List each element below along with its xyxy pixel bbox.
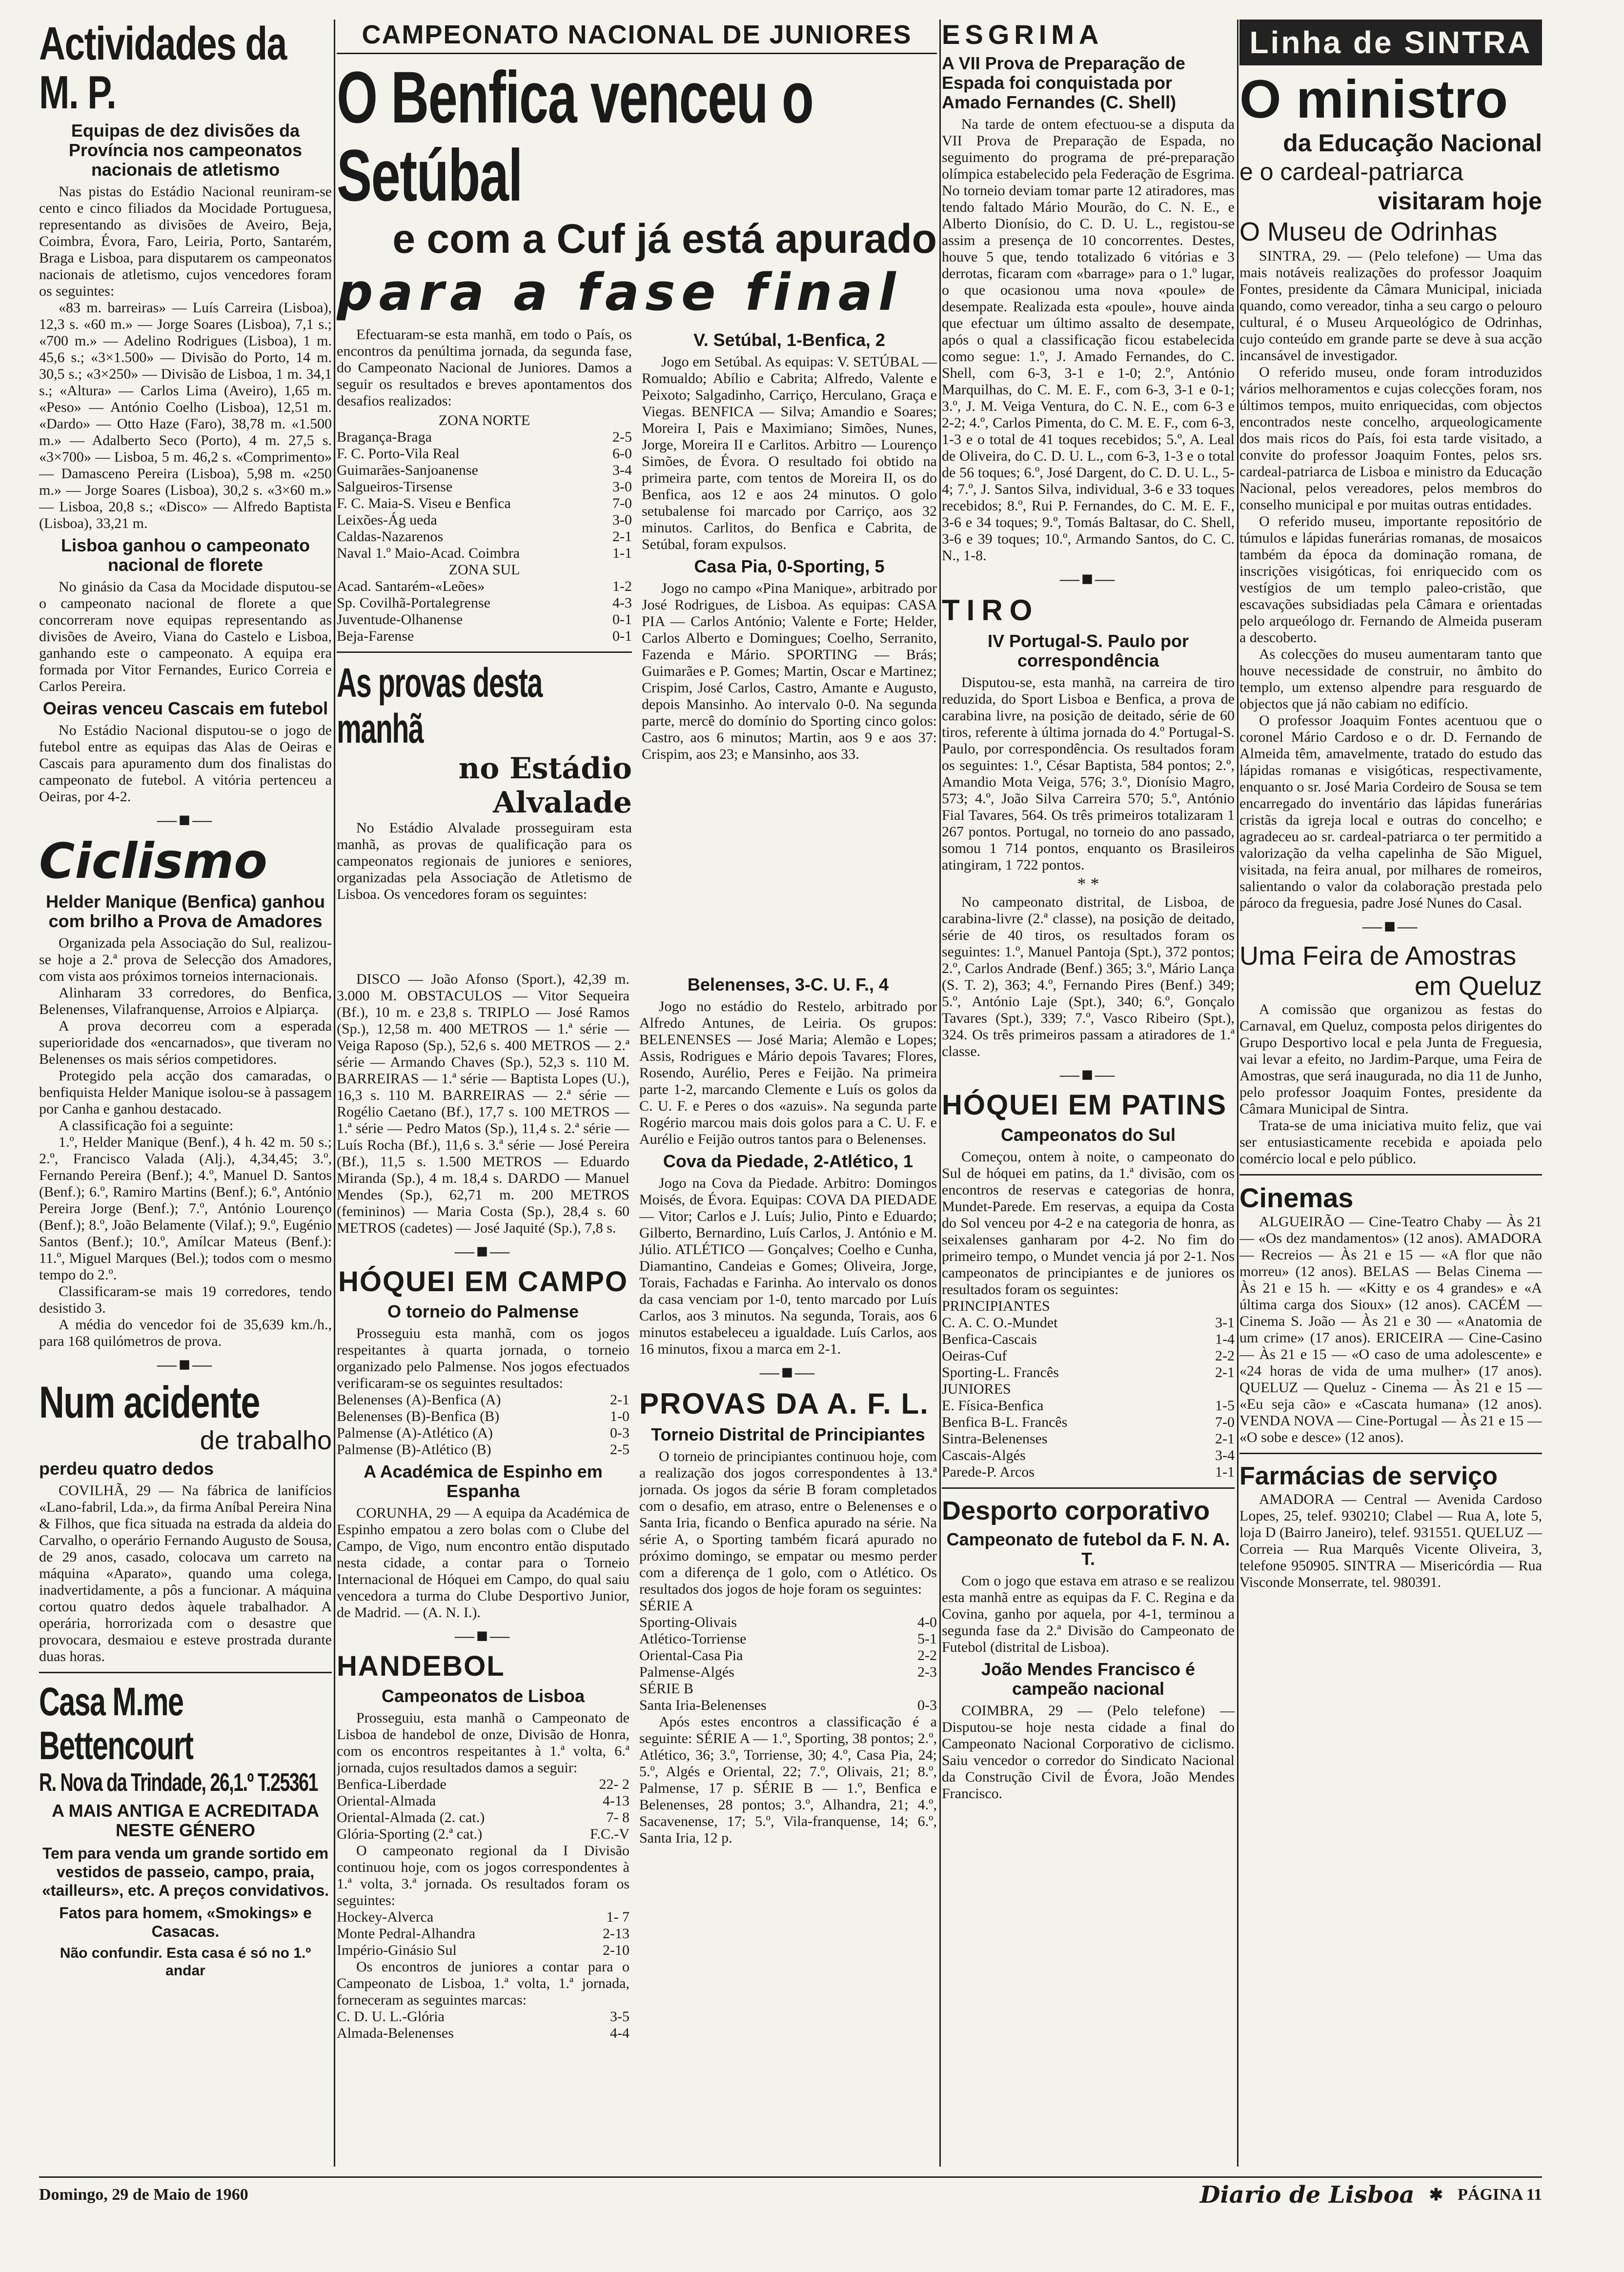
mp-results: «83 m. barreiras» — Luís Carreira (Lisboa), 12,3 s. «60 m.» — Jorge Soares (Lisboa), 7,1 s.; «700 m.» — Adelino Rodrigues (Lisboa), 1 m. 45,6 s.; «3×1.500» — Divisão do Porto, 14 m. 30,5 s.; «3×250» — Divisão de Lisboa, 1 m. 34,1 s.; «Altura» — Carlos Lima (Aveiro), 1,65 m. «Peso» — António Coelho (Lisboa), 12,51 m. «Dardo» — Otto Haze (Faro), 38,78 m. «1.500 m.» — Adalberto Seco (Porto), 4 m. 27,5 s. «3×700» — Lisboa, 5 m. 46,2 s. «Comprimento» — Damasceno Pereira (Lisboa), 5,98 m. «250 m.» — Jorge Soares (Lisboa), 30,2 s. «3×60 m.» — Lisboa, 20,8 s.; «Disco» — Alfredo Baptista (Lisboa), 33,21 m. [39,300,332,531]
acidente-title: Num acidente [39,1378,260,1427]
ministro-body-3: O referido museu, importante repositório de túmulos e lápidas funerárias romanas, de mosaicos também da época da dominação romana, de inscrições visigóticas, foi enriquecido com os vestígios de um templo paleo-cristão, que escavações subsidiadas pela Câmara e orientadas pelo arqueólogo dr. Fernando de Almeida puseram a descoberto. [1239,513,1542,646]
section-title: CAMPEONATO NACIONAL DE JUNIORES [337,20,937,54]
ministro-body-1: SINTRA, 29. — (Pelo telefone) — Uma das mais notáveis realizações do professor Joaquim Fontes, presidente da Câmara Municipal, iniciada quando, como vereador, tinha a seu cargo o pelouro cultural, é o Museu Arqueológico de Odrinhas, cujo conteúdo em grande parte se deve à sua acção incansável de investigador. [1239,248,1542,364]
result-row: Parede-P. Arcos 1-1 [942,1464,1235,1480]
afl-kicker: Torneio Distrital de Principiantes [651,1424,925,1444]
separator: —■— [157,809,214,831]
result-row: Sintra-Belenenses 2-1 [942,1431,1235,1447]
main-headline: O Benfica venceu o Setúbal [337,56,813,216]
page-footer [39,2176,1542,2212]
juniores-results [942,1398,1235,1481]
result-row: Oriental-Almada 4-13 [337,1793,629,1809]
hoquei-kicker: O torneio do Palmense [387,1301,579,1321]
serie-a-label: SÉRIE A [639,1598,693,1614]
result-row: Naval 1.º Maio-Acad. Coimbra 1-1 [337,545,632,561]
main-headline-3: para a fase final [337,263,902,322]
handebol-body-3: Os encontros de juniores a contar para o Campeonato de Lisboa, 1.ª volta, 1.ª jornada, forneceram as seguintes marcas: [337,1959,629,2008]
column-2b [639,971,937,2162]
tiro-body-2: No campeonato distrital, de Lisboa, de carabina-livre (2.ª classe), na posição de deitado, série de 40 tiros, os resultados foram os seguintes: 1.º, Manuel Pantoja (Spt.), 372 pontos; 2.º, Carlos Andrade (Benf.) 365; 3.º, Mário Lança (S. T. 2), 363; 4.º, Fernando Pires (Benf.) 349; 5.º, António Laje (Spt.), 340; 6.º, Gonçalo Tavares (Spt.), 339; 7.º, Vasco Ribeiro (Spt.), 324. Os três primeiros passam a atiradores de 1.ª classe. [942,894,1235,1059]
footer-masthead: Diario de Lisboa [1199,2181,1415,2209]
result-row: C. D. U. L.-Glória 3-5 [337,2008,629,2025]
result-row: Oriental-Casa Pia 2-2 [639,1647,937,1663]
result-row: C. A. C. O.-Mundet 3-1 [942,1315,1235,1331]
ad-line-4: Não confundir. Esta casa é só no 1.º andar [60,1945,311,1979]
setubal-kicker: V. Setúbal, 1-Benfica, 2 [693,330,885,350]
ciclismo-p2: Alinharam 33 corredores, do Benfica, Belenenses, Vilafranquense, Arroios e Alpiarça. [39,985,332,1017]
result-row: Glória-Sporting (2.ª cat.) F.C.-V [337,1826,629,1842]
ministro-body-4: As colecções do museu aumentaram tanto que houve necessidade de construir, no âmbito do templo, um extenso alpendre para resguardo de objectos que já não cabiam no edifício. [1239,646,1542,712]
result-row: Benfica-Cascais 1-4 [942,1331,1235,1347]
result-row: Acad. Santarém-«Leões» 1-2 [337,578,632,594]
patins-kicker: Campeonatos do Sul [1000,1125,1176,1145]
florete-body: No ginásio da Casa da Mocidade disputou-se o campeonato nacional de florete a que concorreram nove equipas representando as divisões de Aveiro, Viana do Castelo e Lisboa, ganhando este o campeonato. A equipa era formada por Vitor Fernandes, Eurico Correia e Carlos Pereira. [39,579,332,694]
zona-norte-label: ZONA NORTE [438,412,530,428]
handebol-results [337,1776,629,1843]
principiantes-label: PRINCIPIANTES [942,1298,1050,1314]
result-row: Oeiras-Cuf 2-2 [942,1348,1235,1364]
result-row: Atlético-Torriense 5-1 [639,1631,937,1647]
separator: —■— [157,1353,214,1375]
result-row: Sp. Covilhã-Portalegrense 4-3 [337,595,632,611]
oeiras-kicker: Oeiras venceu Cascais em futebol [42,698,328,718]
casapia-kicker: Casa Pia, 0-Sporting, 5 [694,556,885,576]
column-1 [39,20,332,2176]
footer-page-number: PÁGINA 11 [1458,2186,1542,2204]
sintra-banner: Linha de SINTRA [1239,20,1542,65]
provas-results: DISCO — João Afonso (Sport.), 42,39 m. 3.000 M. OBSTACULOS — Vitor Sequeira (Bf.), 10 m. e 23,8 s. TRIPLO — José Ramos (Sp.), 12,58 m. 400 METROS — 1.ª série — Veiga Raposo (Sp.), 52,6 s. 400 METROS — 2.ª série — Armando Chaves (Sp.), 52,3 s. 110 M. BARREIRAS — 1.ª série — Baptista Lopes (U.), 16,3 s. 110 M. BARREIRAS — 2.ª série — Rogélio Caetano (Bf.), 17,7 s. 100 METROS — 1.ª série — Pedro Matos (Sp.), 11,4 s. 2.ª série — Luís Rocha (Bf.), 11,6 s. 3.ª série — José Pereira (Bf.), 11,5 s. 1.500 METROS — Eduardo Miranda (Sp.), 4 m. 18,4 s. DARDO — Manuel Mendes (Sp.), 62,71 m. 200 METROS (femininos) — Maria Costa (Sp.), 28,4 s. 60 METROS (cadetes) — José Jaquité (Sp.), 7,8 s. [337,971,629,1236]
separator: —■— [1362,915,1420,937]
ministro-sub-1: da Educação Nacional [1283,129,1542,157]
result-row: Sporting-Olivais 4-0 [639,1614,937,1630]
handebol-title: HANDEBOL [337,1650,505,1682]
cova-kicker: Cova da Piedade, 2-Atlético, 1 [663,1151,914,1171]
serie-a-results [639,1614,937,1681]
ciclismo-p3: A prova decorreu com a esperada superioridade dos «encarnados», que tiveram no Belenenses os mais sérios competidores. [39,1018,332,1067]
star-icon: ✱ [1429,2186,1443,2204]
column-3 [942,20,1235,2176]
result-row: Caldas-Nazarenos 2-1 [337,528,632,545]
hoquei-title: HÓQUEI EM CAMPO [338,1266,628,1298]
ciclismo-kicker: Helder Manique (Benfica) ganhou com brilho a Prova de Amadores [45,892,325,931]
acidente-sub: de trabalho [200,1426,332,1455]
result-row: F. C. Maia-S. Viseu e Benfica 7-0 [337,495,632,511]
ciclismo-p4: Protegido pela acção dos camaradas, o benfiquista Helder Manique isolou-se à passagem por Canha e ganhou destacado. [39,1068,332,1117]
esgrima-body: Na tarde de ontem efectuou-se a disputa da VII Prova de Preparação de Espada, no seguimento do programa de pré-preparação olímpica estabelecido pela Federação de Esgrima. No torneio deviam tomar parte 12 atiradores, mas tendo faltado Mário Mourão, do C. N. E., e Alberto Dionísio, do C. D. U. L., registou-se assim a presença de 10 concorrentes. Destes, houve 5 que, tendo totalizado 6 vitórias e 3 derrotas, ficaram com «barrage» para o 1.º lugar, o que ocasionou uma nova «poule» de desempate. Realizada esta «poule», houve ainda que efectuar um último assalto de desempate, após o qual a classificação ficou estabelecida como segue: 1.º, J. Amado Fernandes, do C. Shell, com 6-3, 3-1 e 1-0; 2.º, António Marquilhas, do C. M. E. F., com 6-3, 3-1 e 0-1; 3.º, J. M. Veiga Ventura, do C. N. E., com 6-3 e 2-2; 4.º, Carlos Pimenta, do C. M. E. F., com 6-3, 1-3 e o total de 41 toques recebidos; 5.º, A. Leal de Oliveira, do C. D. U. L., com 6-3, 1-3 e o total de 56 toques; 6.º, José Dargent, do C. D. U. L., 5-4; 7.º, J. Santos Silva, individual, 3-6 e 33 toques recebidos; 8.º, Rui P. Fernandes, do C. M. E. F., 3-6 e 34 toques; 9.º, Tomás Baltasar, do C. Shell, 3-6 e 39 toques; 10.º, Armando Santos, do C. C. N., 1-8. [942,116,1235,564]
belenenses-body: Jogo no estádio do Restelo, arbitrado por Alfredo Antunes, de Leiria. Os grupos: BELENENSES — José Maria; Alemão e Lopes; Assis, Rodrigues e Mário depois Tavares; Flores, Rosendo, Aurélio, Peres e Feijão. Na primeira parte 1-2, marcando Clemente e Luís os golos da C. U. F. e Peres o dos «azuis». Na segunda parte Rogério marcou mais dois golos para a C. U. F. e Aurélio e Feijão outros tantos para o Belenenses. [639,998,937,1147]
acidente-kicker: perdeu quatro dedos [39,1459,214,1479]
handebol-kicker: Campeonatos de Lisboa [381,1686,585,1706]
result-row: Palmense-Algés 2-3 [639,1664,937,1680]
result-row: Hockey-Alverca 1- 7 [337,1909,629,1925]
provas-body: No Estádio Alvalade prosseguiram esta manhã, as provas de qualificação para os campeonatos regionais de juniores e seniores, organizadas pela Associação de Atletismo de Lisboa. Os vencedores foram os seguintes: [337,820,632,902]
feira-body-2: Trata-se de uma iniciativa muito feliz, que vai ser entusiasticamente recebida e apoiada pelo comércio local e pelo público. [1239,1117,1542,1167]
result-row: Guimarães-Sanjoanense 3-4 [337,462,632,478]
hoquei-body: Prosseguiu esta manhã, com os jogos respeitantes à quarta jornada, o torneio organizado pelo Palmense. Nos jogos efectuados verificaram-se os seguintes resultados: [337,1325,629,1391]
ad-line-1: A MAIS ANTIGA E ACREDITADA NESTE GÉNERO [52,1801,319,1840]
ciclismo-title: Ciclismo [39,832,267,890]
result-row: F. C. Porto-Vila Real 6-0 [337,446,632,462]
ministro-sub-4: O Museu de Odrinhas [1239,217,1498,246]
cinemas-title: Cinemas [1239,1182,1354,1213]
handebol-body: Prosseguiu, esta manhã o Campeonato de Lisboa de handebol de onze, Divisão de Honra, com os encontros respeitantes à 1.ª volta, 6.ª jornada, cujos resultados damos a seguir: [337,1710,629,1776]
handebol-results-2 [337,1909,629,1959]
result-row: Benfica B-L. Francês 7-0 [942,1414,1235,1430]
provas-sub: no Estádio Alvalade [458,751,632,820]
mp-kicker: Equipas de dez divisões da Província nos campeonatos nacionais de atletismo [68,121,303,180]
ciclismo-p7: Classificaram-se mais 19 corredores, tendo desistido 3. [39,1283,332,1316]
acidente-body: COVILHÃ, 29 — Na fábrica de lanifícios «Lano-fabril, Lda.», da firma Aníbal Pereira Nina & Filhos, que fica situada na estrada da aldeia do Carvalho, o operário Fernando Augusto de Sousa, de 29 anos, casado, colocava um carreto na máquina «Aparato», quando uma colega, inadvertidamente, a pôs a funcionar. A máquina cortou quatro dedos àquele trabalhador. A operária, horrorizada com o desastre que provocara, desmaiou e esteve prostrada durante duas horas. [39,1482,332,1664]
result-row: Santa Iria-Belenenses 0-3 [639,1697,937,1713]
juniores-section [337,20,937,971]
result-row: Leixões-Ág ueda 3-0 [337,512,632,528]
belenenses-kicker: Belenenses, 3-C. U. F., 4 [687,974,889,994]
result-row: Almada-Belenenses 4-4 [337,2025,629,2041]
ministro-sub-3: visitaram hoje [1378,187,1542,215]
cova-body: Jogo na Cova da Piedade. Arbitro: Domingos Moisés, de Évora. Equipas: COVA DA PIEDADE — Vitor; Carlos e J. Luís; Julio, Pinto e Eduardo; Gilberto, Bernardino, Luís Carlos, J. António e M. Júlio. ATLÉTICO — Gonçalves; Coelho e Cunha, Diamantino, Candeias e Gomes; Oliveira, Jorge, Torais, Fachadas e Farinha. Ao intervalo os donos da casa venciam por 1-0, tento marcado por Luís Carlos, aos 3 minutos. Na segunda, Torais, aos 6 minutos estabeleceu a igualdade. Luís Carlos, aos 16 minutos, fixou a marca em 2-1. [639,1175,937,1357]
ministro-body-5: O professor Joaquim Fontes acentuou que o coronel Mário Cardoso e o dr. D. Fernando de Almeida têm, amavelmente, tratado do estudo das lápidas romanas e visigóticas, respectivamente, enquanto o sr. José Maria Cordeiro de Sousa se tem encarregado do inventário das lápidas funerárias cristãs da igreja local e outras do concelho; e agradeceu ao sr. cardeal-patriarca o ter permitido a valorização da velha capelinha de São Miguel, visitada, na feira anual, por milhares de romeiros, salientando o valor da colaboração prestada pelo pároco da freguesia, padre José Nunes do Casal. [1239,712,1542,911]
ciclismo-p6: 1.º, Helder Manique (Benf.), 4 h. 42 m. 50 s.; 2.º, Francisco Valada (Alj.), 4,34,45; 3.º, Fernando Pereira (Benf.); 4.º, Manuel D. Santos (Benf.); 6.º, Ramiro Martins (Benf.); 6.º, António Pereira Jorge (Benf.); 7.º, António Lourenço (Benf.); 8.º, João Belamente (Vilaf.); 9.º, Eugénio Santos (Benf.); 10.º, Amílcar Mateus (Benf.): 11.º, Miguel Marques (Bel.); todos com o mesmo tempo do 2.º. [39,1134,332,1283]
result-row: Salgueiros-Tirsense 3-0 [337,479,632,495]
principiantes-results [942,1315,1235,1381]
norte-results [337,429,632,562]
serie-b-results [639,1697,937,1714]
column-2a [337,971,629,2162]
corporativo-title: Desporto corporativo [942,1496,1210,1525]
setubal-body: Jogo em Setúbal. As equipas: V. SETÚBAL — Romualdo; Abílio e Cabrita; Alfredo, Valente e Peixoto; Salgadinho, Carriço, Herculano, Graça e Viegas. BENFICA — Silva; Amandio e Soares; Moreira I, Pais e Maximiano; Simões, Nunes, Jorge, Moreira II e Carlitos. Arbitro — Lourenço Simões, de Évora. O resultado foi obtido na primeira parte, com tentos de Moreira II, os do Benfica, aos 12 e aos 24 minutos. O golo setubalense foi marcado por Carriço, aos 32 minutos. Carlitos, do Benfica e Cabrita, de Setúbal, foram expulsos. [642,354,937,552]
casapia-body: Jogo no campo «Pina Manique», arbitrado por José Rodrigues, de Lisboa. As equipas: CASA PIA — Carlos António; Valente e Forte; Helder, Carlos Alberto e Domingues; Coelho, Serranito, Fazenda e Mário. SPORTING — Brás; Guimarães e P. Gomes; Martin, Oscar e Martinez; Crispim, José Carlos, Castro, Amante e Augusto, depois Mansinho. Ao intervalo 0-0. Na segunda parte, mercê do domínio do Sporting cinco golos: Castro, aos 6 minutos; Martin, aos 9 e aos 37: Crispim, aos 23; e Mansinho, aos 33. [642,580,937,762]
result-row: Benfica-Liberdade 22- 2 [337,1776,629,1792]
tiro-title: TIRO [942,594,1039,627]
corporativo-body: Com o jogo que estava em atraso e se realizou esta manhã entre as equipas da F. C. Regina e da Covina, ganho por aquela, por 4-1, terminou a segunda fase da 2.ª Divisão do Campeonato de Futebol (distrital de Lisboa). [942,1573,1235,1655]
tiro-body: Disputou-se, esta manhã, na carreira de tiro reduzida, do Sport Lisboa e Benfica, a prova de carabina livre, na posição de deitado, série de 60 tiros, referente à última jornada do 4.º Portugal-S. Paulo, por correspondência. Os resultados foram os seguintes: 1.º, César Baptista, 584 pontos; 2.º, Amandio Mota Veiga, 576; 3.º, Dionísio Magro, 573; 4.º, João Silva Carreira 570; 5.º, António Fial Tavares, 564. Os três primeiros totalizaram 1 267 pontos. Portugal, no torneio do ano passado, somou 1 714 pontos, enquanto os Brasileiros atingiram, 1 722 pontos. [942,674,1235,873]
farmacias-title: Farmácias de serviço [1239,1462,1498,1490]
ad-address: R. Nova da Trindade, 26,1.º T.25361 [39,1768,318,1797]
divider [337,651,632,653]
zona-sul-label: ZONA SUL [448,562,520,578]
divider [1239,1453,1542,1454]
corporativo-kicker: Campeonato de futebol da F. N. A. T. [946,1529,1230,1569]
afl-title: PROVAS DA A. F. L. [639,1387,929,1420]
result-row: Monte Pedral-Alhandra 2-13 [337,1926,629,1942]
afl-body-2: Após estes encontros a classificação é a seguinte: SÉRIE A — 1.º, Sporting, 38 pontos; 2.º, Atlético, 36; 3.º, Torriense, 30; 4.º, Casa Pia, 24; 5.º, Algés e Oriental, 22; 7.º, Olivais, 21; 8.º, Palmense, 17 p. SÉRIE B — 1.º, Benfica e Belenenses, 28 pontos; 3.º, Alhandra, 21; 4.º, Sacavenense, 17; 5.º, Vila-franquense, 14; 6.º, Santa Iria, 12 p. [639,1714,937,1846]
espinho-kicker: A Académica de Espinho em Espanha [364,1461,603,1501]
juniores-right [642,326,937,903]
separator: —■— [1059,568,1117,589]
tiro-stars: * * [1077,874,1099,893]
result-row: Oriental-Almada (2. cat.) 7- 8 [337,1809,629,1826]
column-rule [1237,20,1238,2167]
espinho-body: CORUNHA, 29 — A equipa da Académica de Espinho empatou a zero bolas com o Clube del Campo, de Vigo, num encontro então disputado nesta cidade, a contar para o Torneio Internacional de Hóquei em Campo, do qual saiu vencedora a turma do Clube Desportivo Junior, de Madrid. — (A. N. I.). [337,1505,629,1621]
result-row: Palmense (A)-Atlético (A) 0-3 [337,1425,629,1441]
mp-body: Nas pistas do Estádio Nacional reuniram-se cento e cinco filiados da Mocidade Portuguesa, representando as divisões de Aveiro, Beja, Coimbra, Évora, Faro, Leiria, Porto, Santarém, Braga e Lisboa, para disputarem os campeonatos nacionais de atletismo, cujos vencedores foram os seguintes: [39,183,332,299]
separator: —■— [454,1624,512,1646]
ciclismo-p1: Organizada pela Associação do Sul, realizou-se hoje a 2.ª prova de Selecção dos Amadores, com vista aos próximos torneios internacionais. [39,935,332,984]
column-4 [1239,20,1542,2176]
feira-title-1: Uma Feira de Amostras [1239,941,1517,971]
result-row: E. Física-Benfica 1-5 [942,1398,1235,1414]
afl-body: O torneio de principiantes continuou hoje, com a realização dos jogos correspondentes à 13.ª jornada. Os jogos da série B foram completados com o desafio, em atraso, entre o Belenenses e o Santa Iria, ficando o Benfica apurado na série. Na série A, o Sporting também ficará apurado no próximo domingo, se empatar ou mesmo perder com a diferença de 1 golo, com o Atlético. Os resultados dos jogos de hoje foram os seguintes: [639,1448,937,1597]
result-row: Belenenses (A)-Benfica (A) 2-1 [337,1392,629,1408]
handebol-body-2: O campeonato regional da I Divisão continuou hoje, com os jogos correspondentes à 1.ª volta, 3.ª jornada. Os resultados foram os seguintes: [337,1843,629,1908]
oeiras-body: No Estádio Nacional disputou-se o jogo de futebol entre as equipas das Alas de Oeiras e Cascais para apuramento dum dos finalistas do campeonato de futebol. A vitória pertenceu a Oeiras, por 4-2. [39,722,332,805]
separator: —■— [454,1240,512,1262]
divider [39,1672,332,1673]
result-row: Bragança-Braga 2-5 [337,429,632,445]
feira-body-1: A comissão que organizou as festas do Carnaval, em Queluz, composta pelos dirigentes do Grupo Desportivo local e pela Junta de Freguesia, vai levar a efeito, no Jardim-Parque, uma Feira de Amostras, que será inaugurada, no dia 11 de Junho, pelo professor Joaquim Fontes, presidente da Câmara Municipal de Sintra. [1239,1001,1542,1117]
tiro-kicker: IV Portugal-S. Paulo por correspondência [987,631,1189,670]
column-rule [939,20,941,2167]
farmacias-body: AMADORA — Central — Avenida Cardoso Lopes, 25, telef. 930210; Clabel — Rua A, lote 5, loja D (Bairro Janeiro), telef. 931551. QUELUZ — Correia — Rua Marquês Vicente Oliveira, 3, telefone 950905. SINTRA — Misericórdia — Rua Visconde Monserrate, tel. 980391. [1239,1491,1542,1590]
result-row: Cascais-Algés 3-4 [942,1447,1235,1463]
mp-headline: Actividades da M. P. [39,20,286,119]
footer-date: Domingo, 29 de Maio de 1960 [39,2186,248,2204]
ministro-title: O ministro [1239,69,1508,129]
ad-title: Casa M.me Bettencourt [39,1680,193,1768]
esgrima-kicker: A VII Prova de Preparação de Espada foi conquistada por Amado Fernandes (C. Shell) [942,53,1185,112]
separator: —■— [1059,1063,1117,1085]
ministro-body-2: O referido museu, onde foram introduzidos vários melhoramentos e cujas colecções foram, nos últimos tempos, muito enriquecidas, com objectos encontrados neste concelho, arqueologicamente dos mais ricos do País, foi esta tarde visitado, a convite do professor Joaquim Fontes, pelos srs. cardeal-patriarca de Lisboa e ministro da Educação Nacional, pelos vereadores, pelos membros do conselho municipal e por muitas outras entidades. [1239,364,1542,513]
column-rule [334,20,335,2167]
florete-kicker: Lisboa ganhou o campeonato nacional de florete [61,535,310,575]
patins-title: HÓQUEI EM PATINS [942,1089,1227,1121]
separator: —■— [759,1361,817,1383]
divider [942,1487,1235,1489]
handebol-results-3 [337,2008,629,2042]
divider [1239,1174,1542,1176]
ad-line-2: Tem para venda um grande sortido em vestidos de passeio, campo, praia, «tailleurs», etc. A preços convidativos. [41,1845,329,1899]
ciclismo-p8: A média do vencedor foi de 35,639 km./h., para 168 quilómetros de prova. [39,1317,332,1349]
juniores-label: JUNIORES [942,1381,1011,1397]
esgrima-title: ESGRIMA [942,20,1104,50]
patins-body: Começou, ontem à noite, o campeonato do Sul de hóquei em patins, da 1.ª divisão, com os encontros de reservas e categorias de honra, Mundet-Parede. Em reservas, a equipa da Costa do Sol venceu por 4-2 e na categoria de honra, as seixalenses ganharam por 4-2. No fim do primeiro tempo, o Mundet vencia já por 2-1. Nos campeonatos de principiantes e de juniores os resultados foram os seguintes: [942,1149,1235,1298]
juniores-intro: Efectuaram-se esta manhã, em todo o País, os encontros da penúltima jornada, da segunda fase, do Campeonato Nacional de Juniores. Damos a seguir os resultados e breves apontamentos dos desafios realizados: [337,326,632,409]
result-row: Sporting-L. Francês 2-1 [942,1364,1235,1380]
result-row: Palmense (B)-Atlético (B) 2-5 [337,1441,629,1458]
result-row: Juventude-Olhanense 0-1 [337,611,632,628]
main-headline-2: e com a Cuf já está apurado [392,216,937,262]
hoquei-results [337,1392,629,1458]
mendes-kicker: João Mendes Francisco é campeão nacional [981,1659,1196,1699]
ad-line-3: Fatos para homem, «Smokings» e Casacas. [59,1904,312,1940]
result-row: Império-Ginásio Sul 2-10 [337,1942,629,1958]
juniores-left [337,326,632,903]
result-row: Beja-Farense 0-1 [337,628,632,644]
feira-title-2: em Queluz [1414,972,1542,1001]
mendes-body: COIMBRA, 29 — (Pelo telefone) — Disputou-se hoje nesta cidade a final do Campeonato Nacional Corporativo de ciclismo. Saiu vencedor o corredor do Sindicato Nacional da Construção Civil de Évora, João Mendes Francisco. [942,1703,1235,1802]
result-row: Belenenses (B)-Benfica (B) 1-0 [337,1408,629,1424]
sul-results [337,578,632,645]
ministro-sub-2: e o cardeal-patriarca [1239,158,1463,185]
cinemas-body: ALGUEIRÃO — Cine-Teatro Chaby — Às 21 — «Os dez mandamentos» (12 anos). AMADORA — Recreios — Às 21 e 15 — «A flor que não morreu» (12 anos). BELAS — Belas Cinema — Às 21 e 15 h. — «Kitty e os 4 grandes» e «A última carga dos Sioux» (12 anos). CACÉM — Cinema S. João — Às 21 e 30 — «Anatomia de um crime» (17 anos). ERICEIRA — Cine-Casino — Às 21 e 15 — «O caso de uma adolescente» e «24 horas de vida de uma mulher» (17 anos). QUELUZ — Queluz - Cinema — Às 21 e 15 — «Eu seja cão» e «Cascata humana» (12 anos). VENDA NOVA — Cine-Portugal — Às 21 e 15 — «O sobe e desce» (12 anos). [1239,1214,1542,1445]
ciclismo-p5: A classificação foi a seguinte: [59,1117,234,1134]
serie-b-label: SÉRIE B [639,1681,693,1697]
provas-title: As provas desta manhã [337,660,542,751]
